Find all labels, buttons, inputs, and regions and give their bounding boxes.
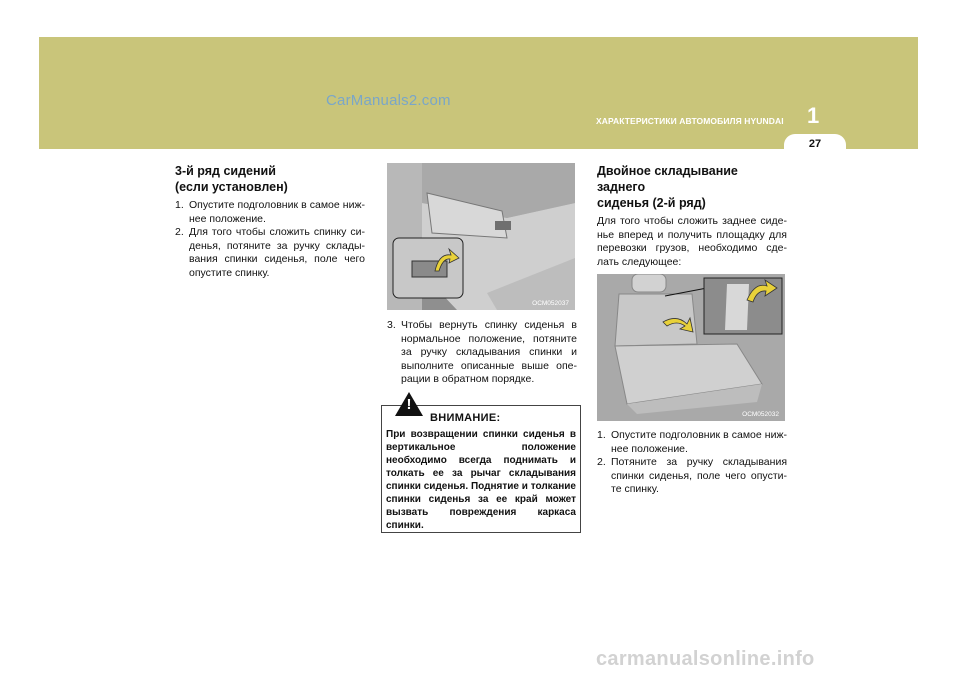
chapter-number: 1 (807, 103, 820, 128)
section-heading-third-row (175, 163, 365, 195)
warning-box (381, 396, 581, 533)
list-item: 1. Опустите подголовник в самое ниж-нее положение. (175, 199, 365, 225)
seat-illustration (597, 274, 785, 421)
footer-watermark-link[interactable]: carmanualsonline.info (596, 648, 815, 670)
chapter-title: ХАРАКТЕРИСТИКИ АВТОМОБИЛЯ HYUNDAI (596, 116, 784, 126)
steps-list (387, 319, 577, 387)
photo-caption: OCM052037 (532, 300, 569, 307)
list-item: 2. Потяните за ручку складывания спинки сиденья, поле чего опусти-те спинку. (597, 456, 787, 495)
list-item: 2. Для того чтобы сложить спинку си-денья, потяните за ручку склады-вания спинки сиденья, поле чего опустите спинку. (175, 226, 365, 279)
heading-line-2: (если установлен) (175, 180, 288, 194)
heading-line-1: Двойное складывание заднего (597, 164, 738, 194)
photo-third-row-seat (387, 163, 575, 310)
heading-line-1: 3-й ряд сидений (175, 164, 276, 178)
photo-second-row-seat (597, 274, 785, 421)
list-item: 1. Опустите подголовник в самое ниж-нее положение. (597, 429, 787, 455)
steps-list (597, 429, 787, 497)
header-band (39, 37, 918, 149)
site-watermark-link[interactable]: CarManuals2.com (326, 92, 451, 109)
warning-text: При возвращении спинки сиденья в вертикальное положение необходимо всегда поднимать и толкать ее за рычаг складывания спинки сиденья. Поднятие и толкание спинки сиденья за ее край может вызвать повреждения каркаса спинки. (386, 429, 576, 531)
steps-list (175, 199, 365, 280)
cargo-area-illustration (387, 163, 575, 310)
section-heading-second-row (597, 163, 787, 211)
page-number: 27 (808, 138, 822, 150)
exclamation-icon: ! (406, 396, 412, 413)
middle-column (387, 163, 577, 387)
list-item: 3. Чтобы вернуть спинку сиденья в нормальное положение, потяните за ручку складывания спинки и выполните описанные выше опе-рации в обратном порядке. (387, 319, 577, 385)
right-column (597, 163, 787, 497)
warning-title: ВНИМАНИЕ: (430, 412, 501, 424)
intro-paragraph: Для того чтобы сложить заднее сиде-нье вперед и получить площадку для перевозки грузов, необходимо сде-лать следующее: (597, 215, 787, 268)
heading-line-2: сиденья (2-й ряд) (597, 196, 706, 210)
left-column (175, 163, 365, 280)
photo-caption: OCM052032 (742, 411, 779, 418)
